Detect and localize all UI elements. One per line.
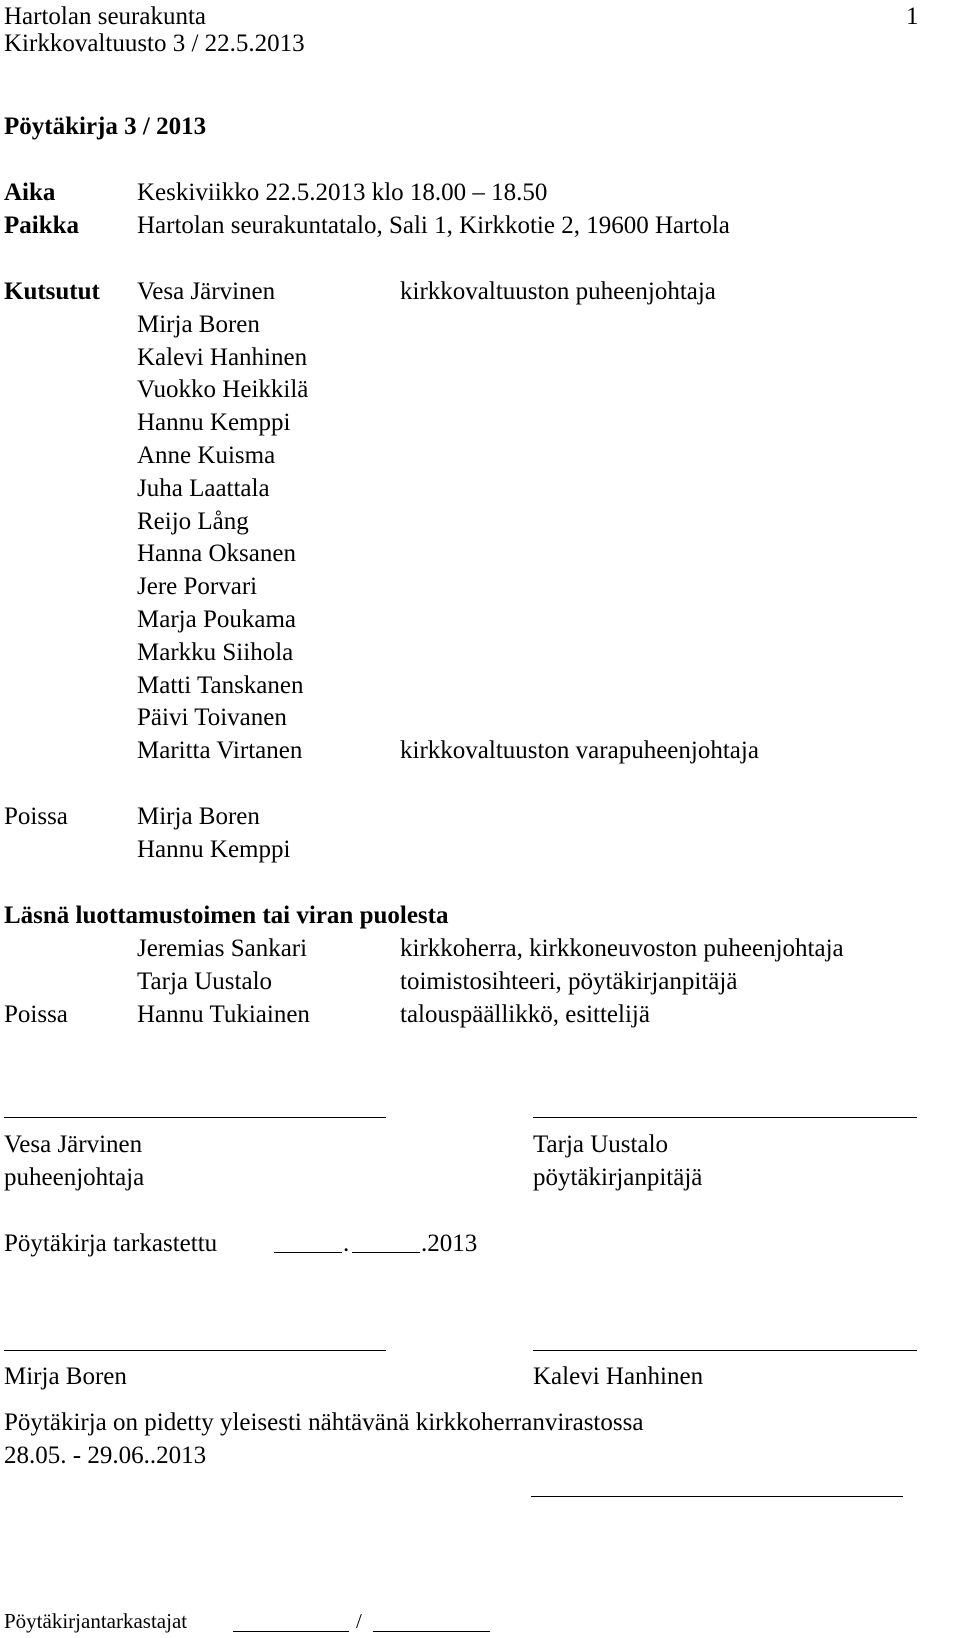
official-name: Tarja Uustalo [137,968,273,995]
official-name: Jeremias Sankari [137,935,308,962]
absent-name: Hannu Kemppi [137,836,291,863]
checked-label: Pöytäkirja tarkastettu [4,1230,218,1257]
member-name: Mirja Boren [137,311,260,338]
checked-day-blank [274,1252,342,1253]
member-name: Hanna Oksanen [137,540,296,567]
member-name: Markku Siihola [137,639,294,666]
member-role: kirkkovaltuuston varapuheenjohtaja [400,737,759,764]
official-status: Poissa [4,1001,68,1028]
page-number: 1 [906,3,919,30]
header-org: Hartolan seurakunta [4,3,207,30]
member-name: Anne Kuisma [137,442,276,469]
absent-name: Mirja Boren [137,803,260,830]
signature-line-chair [4,1117,386,1118]
member-name: Jere Porvari [137,573,258,600]
officials-heading: Läsnä luottamustoimen tai viran puolesta [4,902,449,929]
signature-line-secretary [533,1117,917,1118]
checked-year: .2013 [421,1230,478,1257]
member-name: Kalevi Hanhinen [137,344,308,371]
place-value: Hartolan seurakuntatalo, Sali 1, Kirkkotie 2, 19600 Hartola [137,212,730,239]
member-name: Vesa Järvinen [137,278,276,305]
member-name: Juha Laattala [137,475,270,502]
footer-blank-1 [233,1631,349,1632]
absent-label: Poissa [4,803,68,830]
secretary-title: pöytäkirjanpitäjä [533,1164,703,1191]
member-name: Hannu Kemppi [137,409,291,436]
official-role: talouspäällikkö, esittelijä [400,1001,650,1028]
official-role: kirkkoherra, kirkkoneuvoston puheenjohtaja [400,935,844,962]
header-subtitle: Kirkkovaltuusto 3 / 22.5.2013 [4,30,305,57]
time-value: Keskiviikko 22.5.2013 klo 18.00 – 18.50 [137,179,548,206]
member-name: Päivi Toivanen [137,704,287,731]
member-name: Marja Poukama [137,606,296,633]
footer-blank-2 [373,1631,490,1632]
checked-dot: . [343,1230,350,1257]
inspector-2-name: Kalevi Hanhinen [533,1363,704,1390]
time-label: Aika [4,179,56,206]
footer-separator: / [356,1609,362,1633]
official-role: toimistosihteeri, pöytäkirjanpitäjä [400,968,738,995]
inspector-1-name: Mirja Boren [4,1363,127,1390]
place-label: Paikka [4,212,80,239]
member-name: Maritta Virtanen [137,737,303,764]
secretary-name: Tarja Uustalo [533,1131,669,1158]
member-name: Matti Tanskanen [137,672,304,699]
invited-label: Kutsutut [4,278,100,305]
chair-name: Vesa Järvinen [4,1131,143,1158]
signature-line-inspector-1 [4,1350,386,1351]
footer-inspectors-label: Pöytäkirjantarkastajat [4,1609,188,1633]
official-name: Hannu Tukiainen [137,1001,310,1028]
notice-signature-line [531,1496,903,1497]
chair-title: puheenjohtaja [4,1164,145,1191]
public-notice-dates: 28.05. - 29.06..2013 [4,1442,207,1469]
member-name: Reijo Lång [137,508,249,535]
signature-line-inspector-2 [533,1350,917,1351]
document-title: Pöytäkirja 3 / 2013 [4,113,207,140]
member-role: kirkkovaltuuston puheenjohtaja [400,278,716,305]
member-name: Vuokko Heikkilä [137,376,309,403]
public-notice-text: Pöytäkirja on pidetty yleisesti nähtävänä kirkkoherranvirastossa [4,1409,644,1436]
checked-month-blank [352,1252,420,1253]
